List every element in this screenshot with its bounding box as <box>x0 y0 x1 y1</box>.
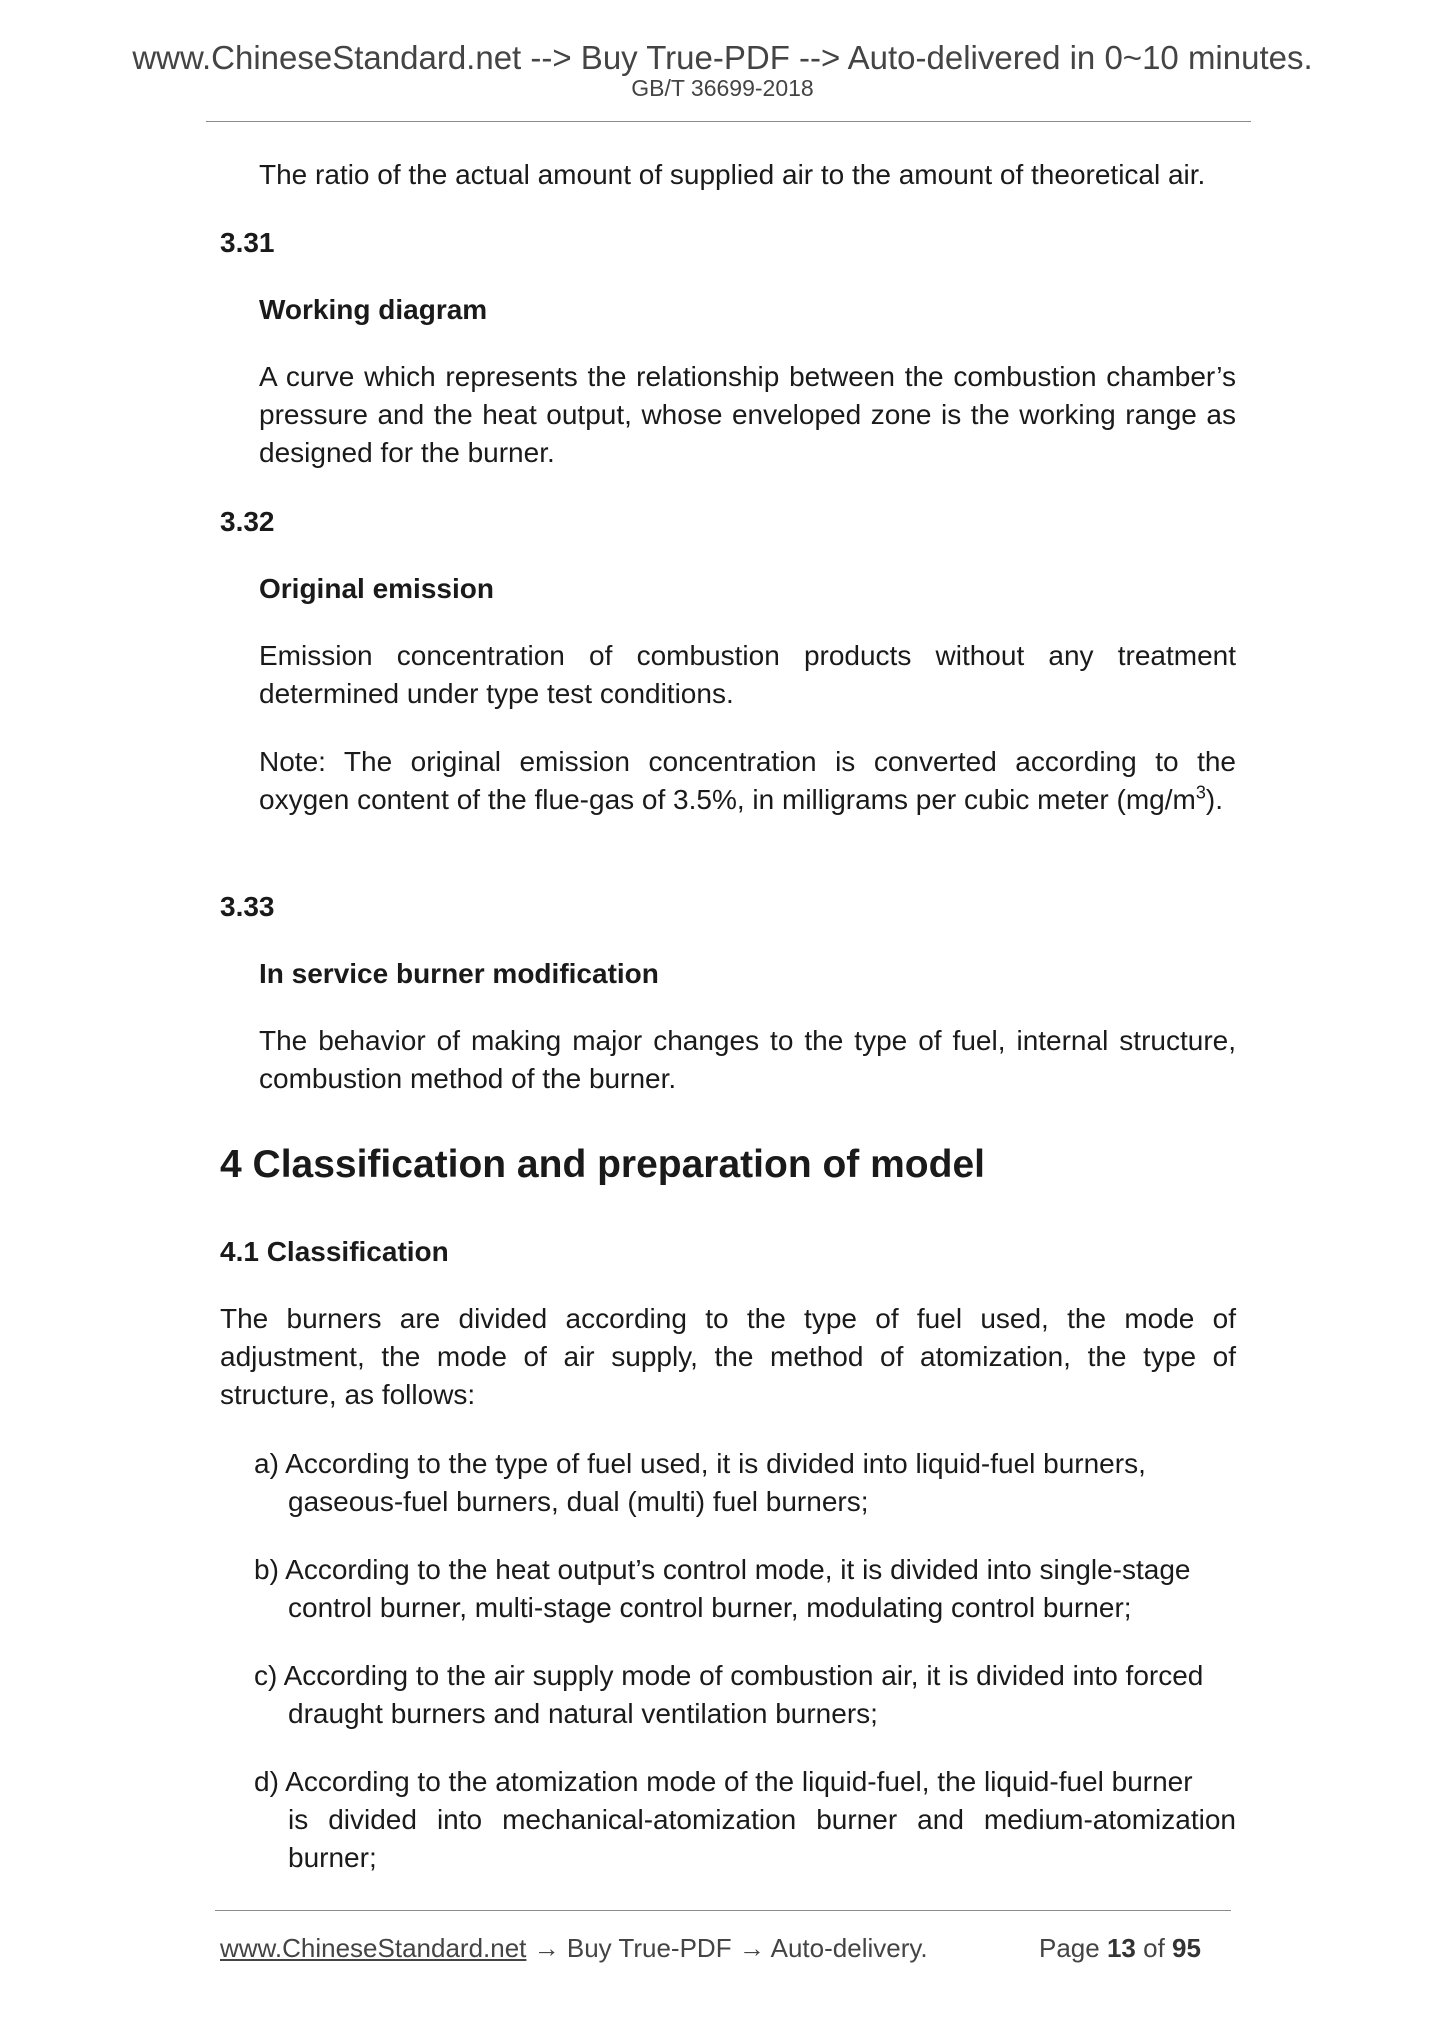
section-4-1-heading: 4.1 Classification <box>220 1236 449 1267</box>
clause-3-32-note <box>259 743 1236 819</box>
classification-intro: The burners are divided according to the type of fuel used, the mode of adjustment, the mode of air supply, the method of atomization, the type of structure, as follows: <box>220 1303 1236 1410</box>
standard-code: GB/T 36699-2018 <box>631 75 814 101</box>
list-line1: According to the heat output’s control mode, it is divided into single-stage <box>285 1554 1191 1585</box>
clause-3-32-number: 3.32 <box>220 506 275 537</box>
list-rest: gaseous-fuel burners, dual (multi) fuel burners; <box>288 1486 869 1517</box>
list-item-a <box>254 1445 1236 1521</box>
list-label: c) <box>254 1660 278 1691</box>
list-line1: According to the atomization mode of the liquid-fuel, the liquid-fuel burner <box>285 1766 1193 1797</box>
arrow-icon: → <box>738 1933 765 1963</box>
list-label: b) <box>254 1554 279 1585</box>
footer-delivery: Auto-delivery. <box>770 1933 928 1963</box>
clause-3-31-definition: A curve which represents the relationship between the combustion chamber’s pressure and the heat output, whose enveloped zone is the working range as designed for the burner. <box>259 361 1236 468</box>
clause-3-31-term: Working diagram <box>259 294 488 325</box>
header-divider <box>206 121 1251 122</box>
list-rest: is divided into mechanical-atomization burner and medium-atomization burner; <box>288 1804 1236 1873</box>
note-superscript: 3 <box>1195 782 1206 803</box>
list-item-b <box>254 1551 1236 1627</box>
section-4-heading: 4 Classification and preparation of model <box>220 1143 985 1186</box>
clause-3-32-term: Original emission <box>259 573 494 604</box>
page-total: 95 <box>1172 1933 1201 1963</box>
clause-3-31-number: 3.31 <box>220 227 275 258</box>
list-label: d) <box>254 1766 279 1797</box>
list-rest: draught burners and natural ventilation burners; <box>288 1698 878 1729</box>
note-text: Note: The original emission concentration is converted according to the oxygen content of the flue-gas of 3.5%, in milligrams per cubic meter (mg/m <box>259 746 1236 815</box>
note-end: ). <box>1205 784 1223 815</box>
list-item-d <box>254 1763 1236 1877</box>
of-word: of <box>1143 1933 1165 1963</box>
footer-link[interactable]: www.ChineseStandard.net <box>220 1933 527 1963</box>
footer-divider <box>215 1910 1231 1911</box>
intro-text: The ratio of the actual amount of supplied air to the amount of theoretical air. <box>259 159 1206 190</box>
list-line1: According to the air supply mode of combustion air, it is divided into forced <box>283 1660 1204 1691</box>
clause-3-32-definition: Emission concentration of combustion products without any treatment determined under type test conditions. <box>259 640 1236 709</box>
page-number: 13 <box>1106 1933 1136 1963</box>
header-banner[interactable]: www.ChineseStandard.net --> Buy True-PDF --> Auto-delivered in 0~10 minutes. <box>132 39 1313 76</box>
clause-3-33-term: In service burner modification <box>259 958 659 989</box>
page-indicator <box>1039 1932 1201 1964</box>
footer-left <box>220 1932 928 1964</box>
list-label: a) <box>254 1448 279 1479</box>
list-line1: According to the type of fuel used, it is divided into liquid-fuel burners, <box>285 1448 1146 1479</box>
list-item-c <box>254 1657 1236 1733</box>
arrow-icon: → <box>533 1933 560 1963</box>
footer-buy: Buy True-PDF <box>566 1933 732 1963</box>
list-rest: control burner, multi-stage control burner, modulating control burner; <box>288 1592 1132 1623</box>
page-word: Page <box>1039 1933 1100 1963</box>
clause-3-33-definition: The behavior of making major changes to the type of fuel, internal structure, combustion method of the burner. <box>259 1025 1236 1094</box>
clause-3-33-number: 3.33 <box>220 891 275 922</box>
